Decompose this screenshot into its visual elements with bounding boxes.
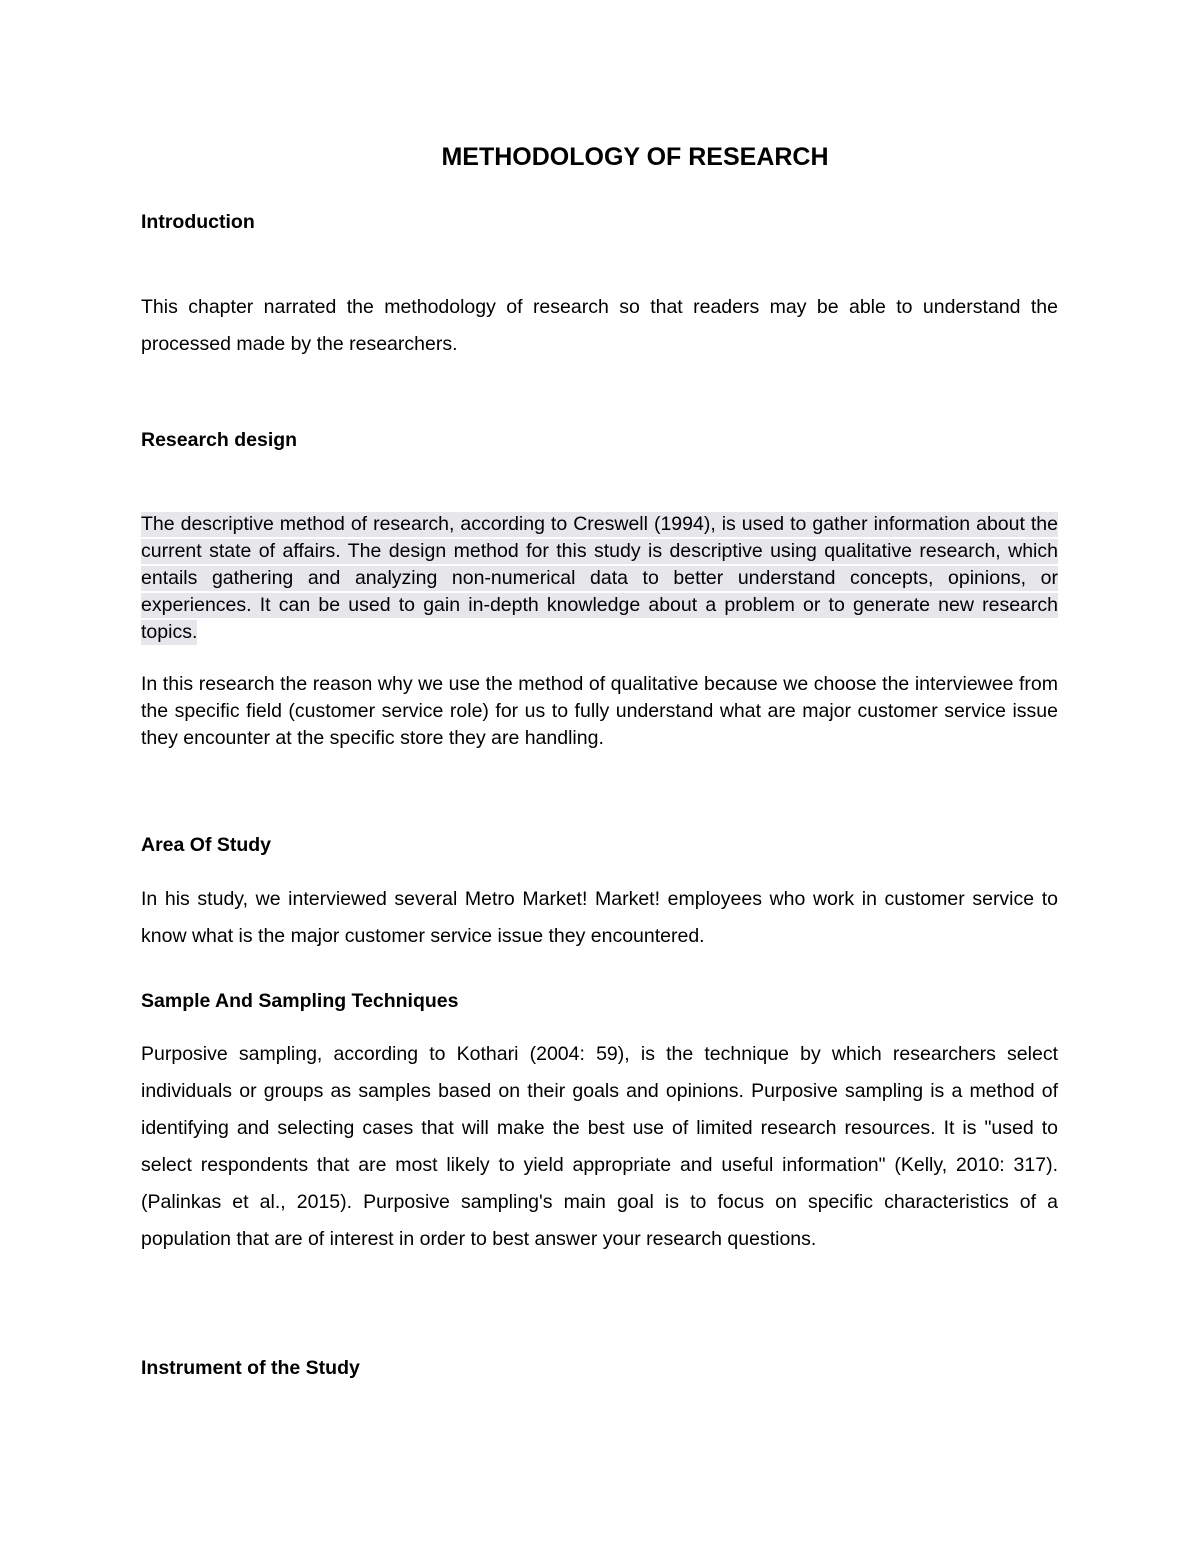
- paragraph-sampling: Purposive sampling, according to Kothari (2004: 59), is the technique by which researchers select individuals or groups as samples based on their goals and opinions. Purposive sampling is a method of identifying and selecting cases that will make the best use of limited research resources. It is "used to select respondents that are most likely to yield appropriate and useful information" (Kelly, 2010: 317). (Palinkas et al., 2015). Purposive sampling's main goal is to focus on specific characteristics of a population that are of interest in order to best answer your research questions.: [141, 1043, 1058, 1250]
- highlighted-text: The descriptive method of research, according to Creswell (1994), is used to gather information about the current state of affairs. The design method for this study is descriptive using qualitative research, which entails gathering and analyzing non-numerical data to better understand concepts, opinions, or experiences. It can be used to gain in-depth knowledge about a problem or to generate new research topics.: [141, 513, 1058, 643]
- page-title: METHODOLOGY OF RESEARCH: [441, 143, 829, 171]
- heading-research-design: Research design: [141, 429, 298, 451]
- heading-area-of-study: Area Of Study: [141, 834, 272, 856]
- heading-sampling: Sample And Sampling Techniques: [141, 990, 459, 1012]
- heading-introduction: Introduction: [141, 211, 255, 233]
- paragraph-research-design-highlighted: [141, 511, 1058, 646]
- paragraph-research-design-qualitative: In this research the reason why we use the method of qualitative because we choose the interviewee from the specific field (customer service role) for us to fully understand what are major customer service issue they encounter at the specific store they are handling.: [141, 673, 1058, 749]
- heading-instrument: Instrument of the Study: [141, 1357, 360, 1379]
- paragraph-area-of-study: In his study, we interviewed several Metro Market! Market! employees who work in customer service to know what is the major customer service issue they encountered.: [141, 888, 1058, 947]
- paragraph-introduction: This chapter narrated the methodology of research so that readers may be able to understand the processed made by the researchers.: [141, 296, 1058, 355]
